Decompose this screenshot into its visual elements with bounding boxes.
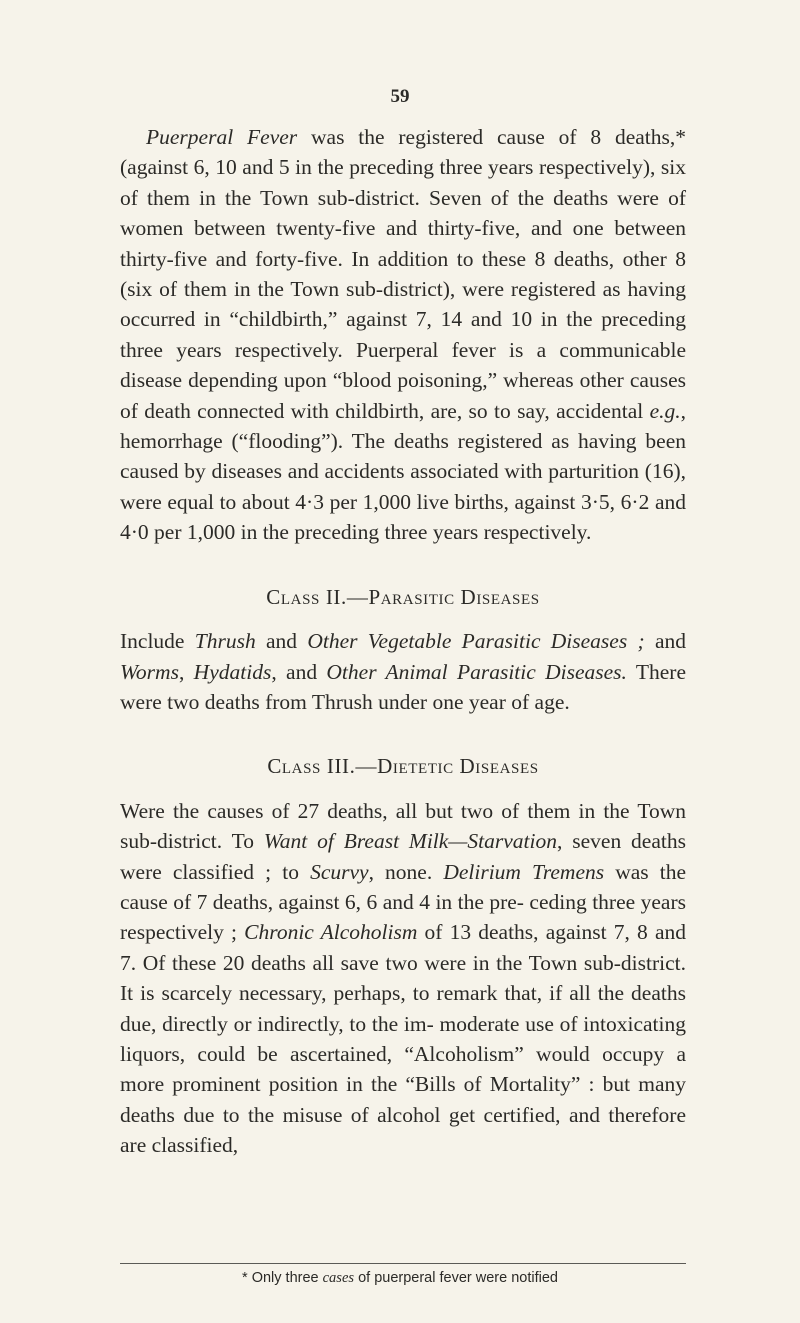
footnote-divider: [120, 1263, 686, 1264]
heading-class-ii: Class II.—Parasitic Diseases: [266, 584, 540, 609]
page-body: [120, 122, 686, 1161]
paragraph-dietetic-diseases: Were the causes of 27 deaths, all but two of them in the Town sub-district. To Want of Breast Milk—Starvation, seven deaths were classified ; to Scurvy, none. Delirium Tremens was the cause of 7 deaths, against 6, 6 and 4 in the pre- ceding three years respectively ; Chronic Alcoholism of 13 deaths, against 7, 8 and 7. Of these 20 deaths all save two were in the Town sub-district. It is scarcely necessary, perhaps, to remark that, if all the deaths due, directly or indirectly, to the im- moderate use of intoxicating liquors, could be ascertained, “Alcoholism” would occupy a more prominent position in the “Bills of Mortality” : but many deaths due to the misuse of alcohol get certified, and therefore are classified,: [120, 798, 687, 1158]
paragraph-parasitic-diseases: Include Thrush and Other Vegetable Parasitic Diseases ; and Worms, Hydatids, and Other Animal Parasitic Diseases. There were two deaths from Thrush under one year of age.: [120, 629, 687, 714]
page-number: 59: [390, 86, 410, 107]
paragraph-puerperal-fever: Puerperal Fever was the registered cause of 8 deaths,* (against 6, 10 and 5 in the preceding three years respectively), six of them in the Town sub-district. Seven of the deaths were of women between twenty-five and thirty-five, and one between thirty-five and forty-five. In addition to these 8 deaths, other 8 (six of them in the Town sub-district), were registered as having occurred in “childbirth,” against 7, 14 and 10 in the preceding three years respectively. Puerperal fever is a communicable disease depending upon “blood poisoning,” whereas other causes of death connected with childbirth, are, so to say, accidental e.g., hemorrhage (“flooding”). The deaths registered as having been caused by diseases and accidents associated with parturition (16), were equal to about 4·3 per 1,000 live births, against 3·5, 6·2 and 4·0 per 1,000 in the preceding three years respectively.: [120, 125, 686, 545]
footnote: * Only three cases of puerperal fever were notified: [242, 1270, 558, 1286]
heading-class-iii: Class III.—Dietetic Diseases: [267, 754, 539, 779]
puerperal-fever-term: Puerperal Fever: [146, 125, 298, 149]
